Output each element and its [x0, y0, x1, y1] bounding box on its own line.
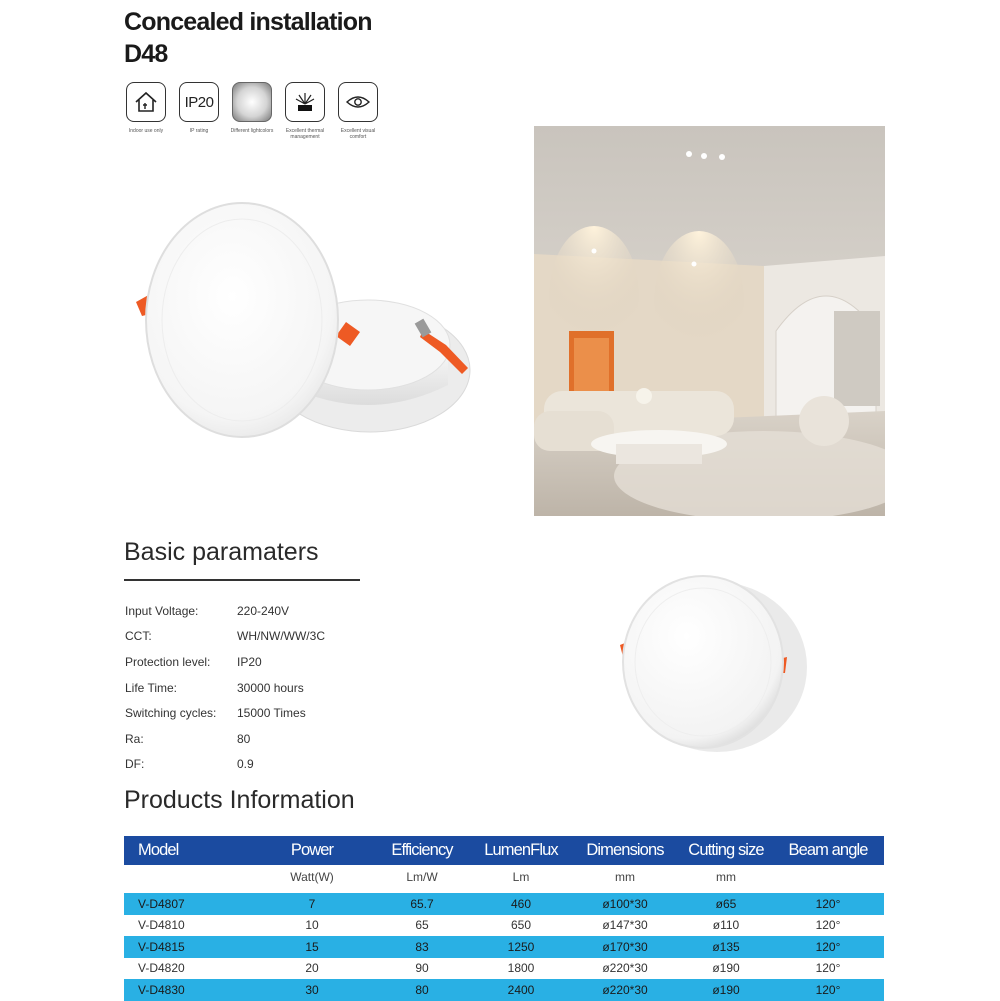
param-value: WH/NW/WW/3C — [237, 629, 325, 644]
eye-icon — [338, 82, 378, 122]
param-row — [125, 649, 325, 675]
column-header: Cutting size — [680, 836, 772, 865]
param-row — [125, 675, 325, 701]
table-row — [124, 958, 884, 980]
table-cell: 90 — [415, 961, 429, 976]
unit-cell: Lm/W — [406, 870, 438, 884]
ip20-icon: IP20 — [179, 82, 219, 122]
column-header: Model — [124, 836, 252, 865]
basic-parameters-list — [125, 598, 325, 777]
title-line-1: Concealed installation — [124, 8, 372, 36]
product-image-large — [128, 200, 478, 445]
table-cell: 15 — [252, 936, 372, 958]
unit-cell: Lm — [512, 870, 530, 884]
feature-visual-comfort — [336, 82, 380, 140]
table-cell: V-D4815 — [124, 936, 252, 958]
param-label: Ra: — [125, 731, 144, 746]
table-cell: 120° — [772, 936, 884, 958]
param-value: IP20 — [237, 654, 262, 669]
table-cell: 1800 — [507, 961, 535, 976]
table-cell: ø65 — [680, 893, 772, 915]
param-label: Input Voltage: — [125, 603, 199, 618]
feature-light-colors — [230, 82, 274, 140]
param-label: Life Time: — [125, 680, 178, 695]
feature-caption: Different lightcolors — [230, 128, 274, 134]
feature-thermal — [283, 82, 327, 140]
feature-caption: IP rating — [189, 128, 209, 134]
table-cell: ø220*30 — [602, 961, 648, 976]
table-cell: 120° — [815, 918, 841, 933]
table-row — [124, 915, 884, 937]
feature-caption: Excellent thermal management — [285, 128, 325, 140]
param-row — [125, 700, 325, 726]
light-colors-icon — [232, 82, 272, 122]
param-label: Protection level: — [125, 654, 211, 669]
table-cell: 30 — [252, 979, 372, 1001]
unit-cell: mm — [716, 870, 736, 884]
table-cell: 65.7 — [372, 893, 472, 915]
table-cell: 2400 — [472, 979, 570, 1001]
column-header: Beam angle — [772, 836, 884, 865]
products-table — [124, 836, 884, 1001]
column-header: Efficiency — [372, 836, 472, 865]
table-cell: 1250 — [472, 936, 570, 958]
table-cell: V-D4810 — [138, 918, 185, 933]
table-cell: 120° — [815, 961, 841, 976]
table-cell: V-D4820 — [138, 961, 185, 976]
title-line-2: D48 — [124, 40, 168, 68]
column-header: Power — [252, 836, 372, 865]
table-cell: ø220*30 — [570, 979, 680, 1001]
param-value: 15000 Times — [237, 706, 306, 721]
feature-caption: Indoor use only — [128, 128, 164, 134]
unit-cell: mm — [615, 870, 635, 884]
table-row — [124, 979, 884, 1001]
column-header: LumenFlux — [472, 836, 570, 865]
param-row — [125, 598, 325, 624]
thermal-icon — [285, 82, 325, 122]
feature-caption: Excellent visual comfort — [340, 128, 376, 140]
table-cell: 120° — [772, 893, 884, 915]
table-cell: 20 — [305, 961, 319, 976]
table-cell: ø100*30 — [570, 893, 680, 915]
table-cell: 10 — [305, 918, 319, 933]
table-cell: ø190 — [680, 979, 772, 1001]
table-cell: 650 — [510, 918, 532, 933]
param-value: 80 — [237, 731, 251, 746]
param-value: 30000 hours — [237, 680, 304, 695]
house-icon — [126, 82, 166, 122]
param-value: 220-240V — [237, 603, 290, 618]
products-information-title: Products Information — [124, 786, 355, 814]
table-row — [124, 936, 884, 958]
table-row — [124, 893, 884, 915]
table-cell: ø147*30 — [602, 918, 648, 933]
feature-icons — [124, 82, 380, 140]
table-cell: ø170*30 — [570, 936, 680, 958]
param-value: 0.9 — [237, 757, 254, 772]
title-underline — [124, 579, 360, 581]
unit-cell — [772, 865, 884, 889]
param-label: Switching cycles: — [125, 706, 217, 721]
table-cell: 460 — [472, 893, 570, 915]
param-row — [125, 624, 325, 650]
column-header: Dimensions — [570, 836, 680, 865]
page-title — [124, 6, 372, 70]
table-cell: V-D4830 — [124, 979, 252, 1001]
table-cell: 65 — [415, 918, 429, 933]
basic-parameters-title: Basic paramaters — [124, 538, 319, 566]
param-label: DF: — [125, 757, 145, 772]
feature-ip-rating — [177, 82, 221, 140]
param-row — [125, 752, 325, 778]
feature-indoor — [124, 82, 168, 140]
product-image-small — [615, 565, 815, 755]
table-cell: ø110 — [712, 918, 740, 933]
unit-cell: Watt(W) — [290, 870, 334, 884]
room-photo — [534, 126, 885, 516]
table-cell: 120° — [772, 979, 884, 1001]
unit-cell — [124, 865, 252, 889]
table-cell: ø190 — [712, 961, 740, 976]
table-cell: 7 — [252, 893, 372, 915]
table-cell: 80 — [372, 979, 472, 1001]
table-cell: V-D4807 — [124, 893, 252, 915]
param-row — [125, 726, 325, 752]
table-header-row — [124, 836, 884, 865]
units-row — [124, 865, 884, 889]
table-cell: 83 — [372, 936, 472, 958]
table-cell: ø135 — [680, 936, 772, 958]
param-label: CCT: — [125, 629, 152, 644]
